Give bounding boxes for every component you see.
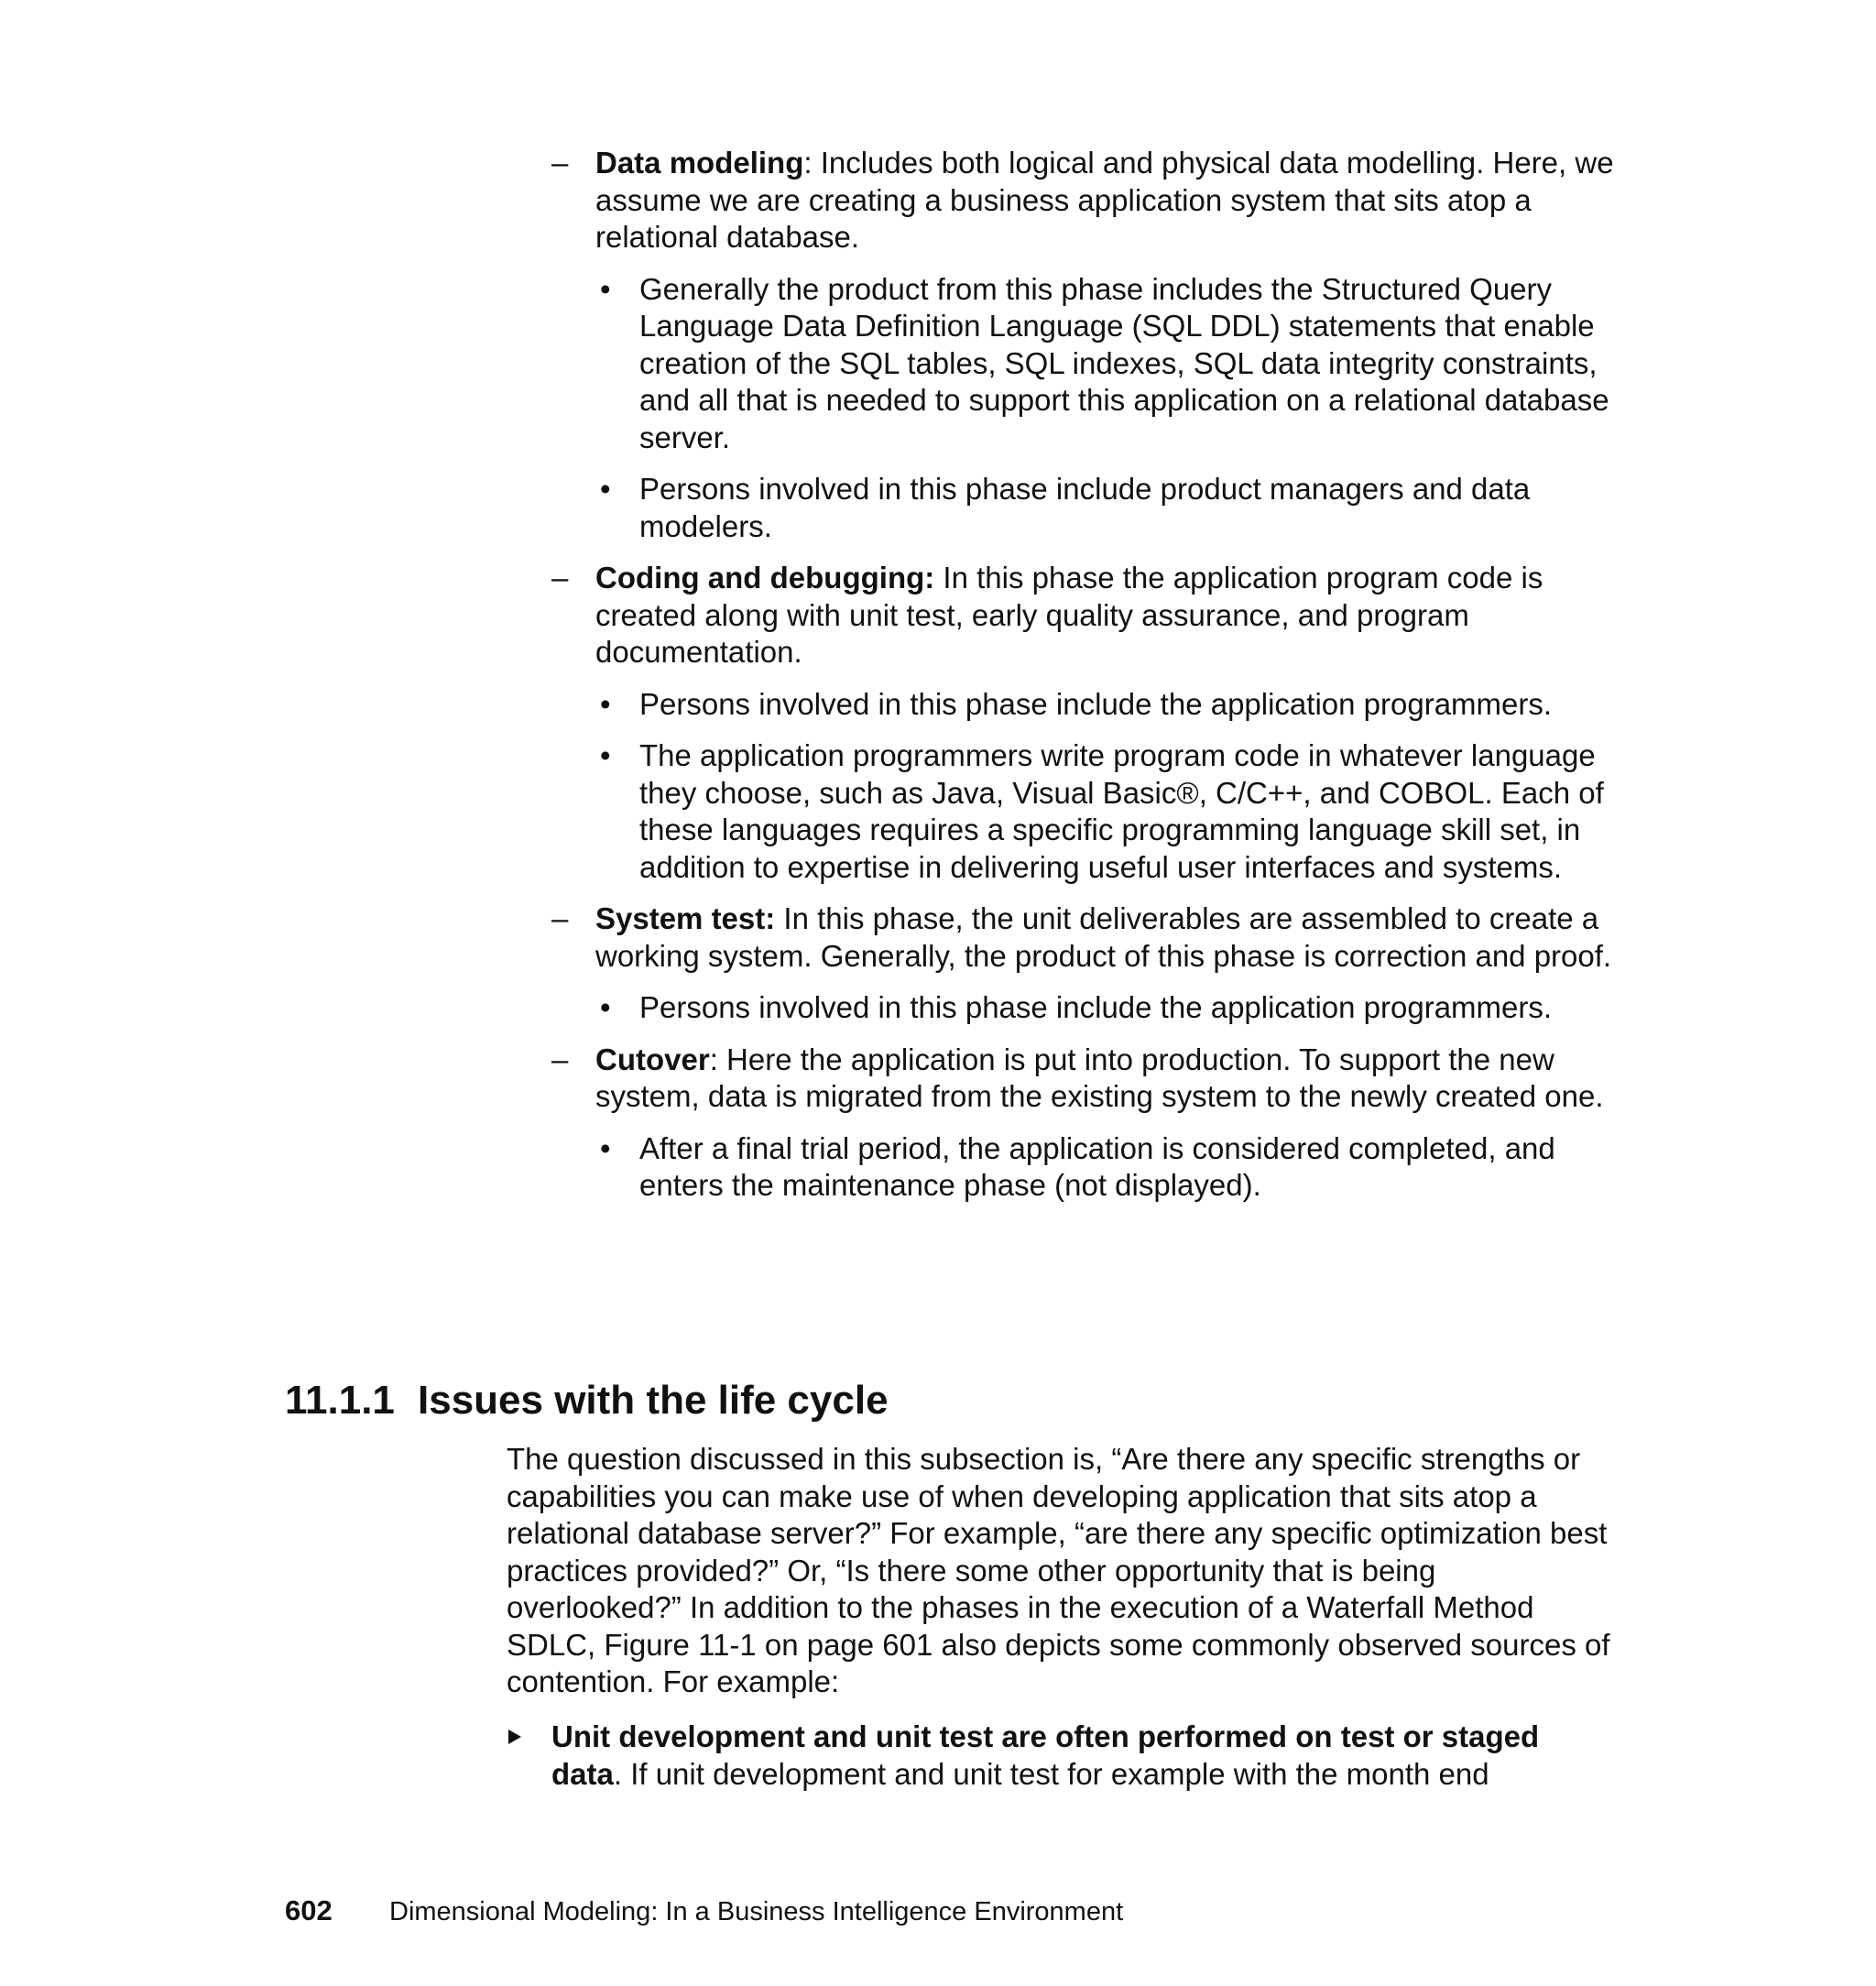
bullet-text: Persons involved in this phase include the application programmers. (639, 990, 1553, 1024)
phase-description: Coding and debugging: In this phase the application program code is created along with unit test, early quality assurance, and program documentation. (595, 561, 1543, 669)
bullet-item (595, 686, 1614, 724)
bullet-marker: • (600, 472, 611, 506)
bullet-marker: • (600, 738, 611, 772)
bullet-item (595, 737, 1614, 886)
bullet-marker: • (600, 990, 611, 1024)
dash-marker: – (551, 1042, 569, 1076)
phase-item-coding-and-debugging (551, 560, 1614, 886)
bullet-marker: • (600, 686, 611, 721)
bullet-text: Generally the product from this phase includes the Structured Query Language Data Definition Language (SQL DDL) statements that enable creation of the SQL tables, SQL indexes, SQL data integrity constraints, and all that is needed to support this application on a relational database server. (639, 271, 1609, 454)
bullet-text: After a final trial period, the application is considered completed, and enters the maintenance phase (not displayed). (639, 1130, 1555, 1202)
book-title: Dimensional Modeling: In a Business Intelligence Environment (389, 1897, 1124, 1926)
phase-description: System test: In this phase, the unit deliverables are assembled to create a working system. Generally, the product of this phase is correction and proof. (595, 901, 1612, 973)
phase-item-data-modeling (551, 145, 1614, 545)
contention-text: Unit development and unit test are often performed on test or staged data. If unit development and unit test for example with the month end (551, 1719, 1540, 1791)
phase-term: Data modeling (595, 146, 804, 180)
bullet-item (595, 1130, 1614, 1205)
bullet-marker: • (600, 271, 611, 306)
contention-list (507, 1719, 1615, 1793)
page-footer (285, 1894, 1123, 1928)
section-number: 11.1.1 (285, 1378, 395, 1423)
section-heading (285, 1376, 889, 1425)
bullet-item (595, 471, 1614, 545)
phase-term: Coding and debugging: (595, 561, 935, 595)
phase-item-system-test (551, 900, 1614, 1027)
dash-marker: – (551, 146, 569, 180)
contention-item (507, 1719, 1615, 1793)
bullet-item (595, 271, 1614, 457)
phase-list (551, 145, 1614, 1219)
body-paragraph: The question discussed in this subsection is, “Are there any specific strengths or capabilities you can make use of when developing application that sits atop a relational database server?” For example, “are there any specific optimization best practices provided?” Or, “Is there some other opportunity that is being overlooked?” In addition to the phases in the execution of a Waterfall Method SDLC, Figure 11-1 on page 601 also depicts some commonly observed sources of contention. For example: (507, 1442, 1610, 1698)
dash-marker: – (551, 901, 569, 935)
bullet-item (595, 989, 1614, 1027)
section-title-text: Issues with the life cycle (418, 1378, 889, 1423)
phase-term: Cutover (595, 1042, 710, 1076)
triangle-bullet-icon (508, 1730, 521, 1744)
bullet-text: The application programmers write program code in whatever language they choose, such as Java, Visual Basic®, C/C++, and COBOL. Each of these languages requires a specific programming language skill set, in addition to expertise in delivering useful user interfaces and systems. (639, 738, 1604, 884)
bullet-text: Persons involved in this phase include product managers and data modelers. (639, 472, 1531, 543)
dash-marker: – (551, 561, 569, 595)
bullet-marker: • (600, 1130, 611, 1165)
page-number: 602 (285, 1894, 333, 1926)
phase-description: Cutover: Here the application is put into production. To support the new system, data is migrated from the existing system to the newly created one. (595, 1042, 1604, 1113)
contention-term: Unit development and unit test are often performed on test or staged data (551, 1719, 1540, 1791)
bullet-text: Persons involved in this phase include the application programmers. (639, 686, 1553, 721)
phase-description: Data modeling: Includes both logical and physical data modelling. Here, we assume we are creating a business application system that sits atop a relational database. (595, 146, 1614, 254)
phase-term: System test: (595, 901, 776, 935)
phase-item-cutover (551, 1042, 1614, 1205)
